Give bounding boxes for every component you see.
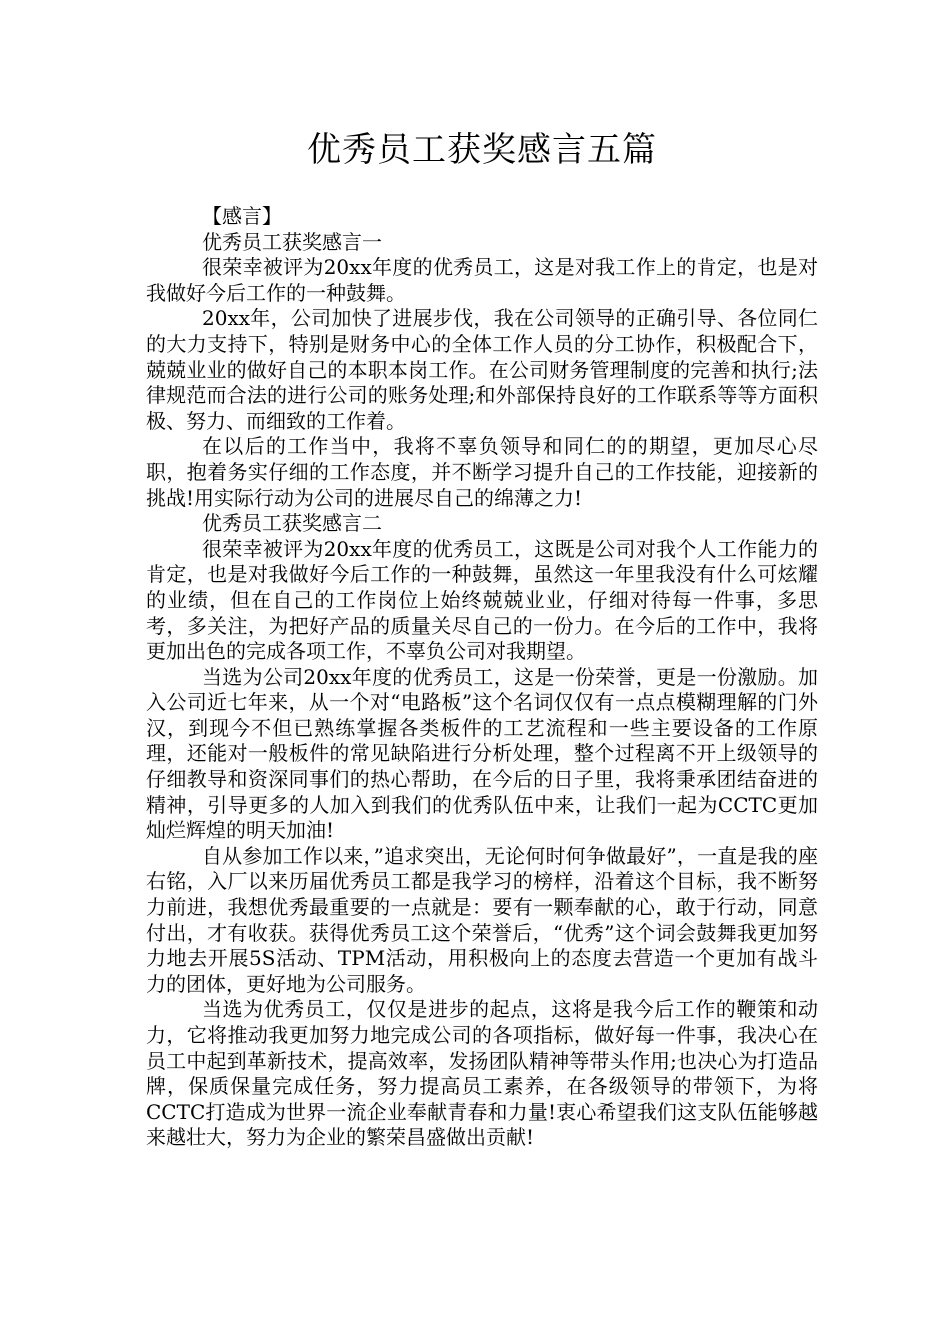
paragraph-3: 在以后的工作当中，我将不辜负领导和同仁的的期望，更加尽心尽职，抱着务实仔细的工作态度，并不断学习提升自己的工作技能，迎接新的挑战!用实际行动为公司的进展尽自己的绵薄之力! [146, 434, 818, 510]
paragraph-6: 自从参加工作以来，”追求突出，无论何时何争做最好”，一直是我的座右铭，入厂以来历届优秀员工都是我学习的榜样，沿着这个目标，我不断努力前进，我想优秀最重要的一点就是：要有一颗奉献的心，敢于行动，同意付出，才有收获。获得优秀员工这个荣誉后，“优秀”这个词会鼓舞我更加努力地去开展5S活动、TPM活动，用积极向上的态度去营造一个更加有战斗力的团体，更好地为公司服务。 [146, 843, 818, 996]
document-title: 优秀员工获奖感言五篇 [307, 130, 657, 170]
section-heading-2: 优秀员工获奖感言二 [202, 511, 382, 536]
section-label: 【感言】 [202, 204, 282, 228]
paragraph-1: 很荣幸被评为20xx年度的优秀员工，这是对我工作上的肯定，也是对我做好今后工作的一种鼓舞。 [146, 255, 818, 305]
paragraph-7: 当选为优秀员工，仅仅是进步的起点，这将是我今后工作的鞭策和动力，它将推动我更加努力地完成公司的各项指标，做好每一件事，我决心在员工中起到革新技术，提高效率，发扬团队精神等带头作用;也决心为打造品牌，保质保量完成任务，努力提高员工素养，在各级领导的带领下，为将CCTC打造成为世界一流企业奉献青春和力量!衷心希望我们这支队伍能够越来越壮大，努力为企业的繁荣昌盛做出贡献! [146, 997, 818, 1150]
document-page [146, 126, 818, 1151]
section-heading-1: 优秀员工获奖感言一 [202, 229, 382, 254]
paragraph-5: 当选为公司20xx年度的优秀员工，这是一份荣誉，更是一份激励。加入公司近七年来，从一个对“电路板”这个名词仅仅有一点点模糊理解的门外汉，到现今不但已熟练掌握各类板件的工艺流程和一些主要设备的工作原理，还能对一般板件的常见缺陷进行分析处理，整个过程离不开上级领导的仔细教导和资深同事们的热心帮助，在今后的日子里，我将秉承团结奋进的精神，引导更多的人加入到我们的优秀队伍中来，让我们一起为CCTC更加灿烂辉煌的明天加油! [146, 664, 818, 843]
paragraph-4: 很荣幸被评为20xx年度的优秀员工，这既是公司对我个人工作能力的肯定，也是对我做好今后工作的一种鼓舞，虽然这一年里我没有什么可炫耀的业绩，但在自己的工作岗位上始终兢兢业业，仔细对待每一件事，多思考，多关注，为把好产品的质量关尽自己的一份力。在今后的工作中，我将更加出色的完成各项工作，不辜负公司对我期望。 [146, 536, 818, 664]
paragraph-2: 20xx年，公司加快了进展步伐，我在公司领导的正确引导、各位同仁的大力支持下，特别是财务中心的全体工作人员的分工协作，积极配合下，兢兢业业的做好自己的本职本岗工作。在公司财务管理制度的完善和执行;法律规范而合法的进行公司的账务处理;和外部保持良好的工作联系等等方面积极、努力、而细致的工作着。 [146, 306, 818, 433]
